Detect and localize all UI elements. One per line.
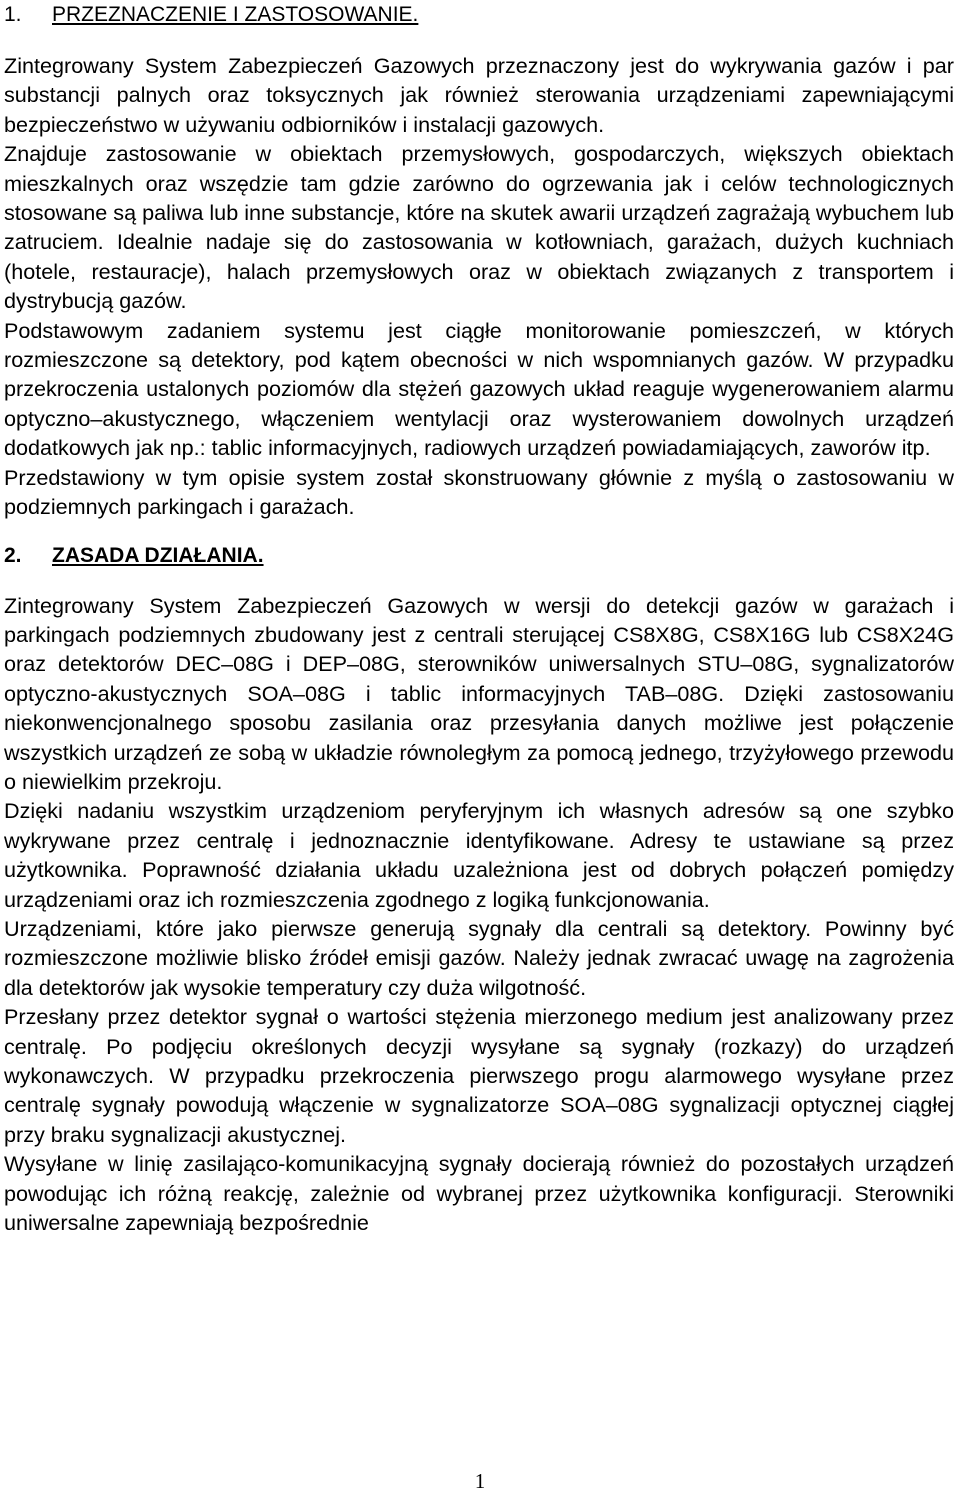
section-1-paragraph: Znajduje zastosowanie w obiektach przemysłowych, gospodarczych, większych obiektach mieszkalnych oraz wszędzie tam gdzie zarówno do ogrzewania jak i celów technologicznych stosowane są paliwa lub inne substancje, które na skutek awarii urządzeń zagrażają wybuchem lub zatruciem. Idealnie nadaje się do zastosowania w kotłowniach, garażach, dużych kuchniach (hotele, restauracje), halach przemysłowych oraz w obiektach związanych z transportem i dystrybucją gazów. (4, 141, 954, 314)
section-1-title: PRZEZNACZENIE I ZASTOSOWANIE. (52, 3, 419, 26)
section-1-paragraph: Zintegrowany System Zabezpieczeń Gazowych przeznaczony jest do wykrywania gazów i par substancji palnych oraz toksycznych jak również sterowania urządzeniami zapewniającymi bezpieczeństwo w używaniu odbiorników i instalacji gazowych. (4, 53, 954, 137)
document-page (4, 0, 954, 1237)
section-1-paragraph: Podstawowym zadaniem systemu jest ciągłe monitorowanie pomieszczeń, w których rozmieszczone są detektory, pod kątem obecności w nich wspomnianych gazów. W przypadku przekroczenia ustalonych poziomów dla stężeń gazowych układ reaguje wygenerowaniem alarmu optyczno–akustycznego, włączeniem wentylacji oraz wysterowaniem dowolnych urządzeń dodatkowych jak np.: tablic informacyjnych, radiowych urządzeń powiadamiających, zaworów itp. (4, 317, 954, 461)
section-2-title: ZASADA DZIAŁANIA. (52, 543, 264, 567)
section-2-paragraph: Zintegrowany System Zabezpieczeń Gazowych w wersji do detekcji gazów w garażach i parkingach podziemnych zbudowany jest z centrali sterującej CS8X8G, CS8X16G lub CS8X24G oraz detektorów DEC–08G i DEP–08G, sterowników uniwersalnych STU–08G, sygnalizatorów optyczno-akustycznych SOA–08G i tablic informacyjnych TAB–08G. Dzięki zastosowaniu niekonwencjonalnego sposobu zasilania oraz przesyłania danych możliwe jest połączenie wszystkich urządzeń ze sobą w układzie równoległym za pomocą jednego, trzyżyłowego przewodu o niewielkim przekroju. (4, 592, 954, 794)
section-1-heading (4, 0, 954, 29)
section-2-heading (4, 541, 954, 570)
section-2-paragraph: Wysyłane w linię zasilająco-komunikacyjną sygnały docierają również do pozostałych urządzeń powodując ich różną reakcję, zależnie od wybranej przez użytkownika konfiguracji. Sterowniki uniwersalne zapewniają bezpośrednie (4, 1151, 954, 1236)
section-1-number: 1. (4, 3, 22, 26)
page-number: 1 (474, 1469, 486, 1493)
section-1-paragraph: Przedstawiony w tym opisie system został skonstruowany głównie z myślą o zastosowaniu w podziemnych parkingach i garażach. (4, 464, 954, 520)
section-2-paragraph: Dzięki nadaniu wszystkim urządzeniom peryferyjnym ich własnych adresów są one szybko wykrywane przez centralę i jednoznacznie identyfikowane. Adresy te ustawiane są przez użytkownika. Poprawność działania układu uzależniona jest od dobrych połączeń pomiędzy urządzeniami oraz ich rozmieszczenia zgodnego z logiką funkcjonowania. (4, 798, 954, 912)
section-2-paragraph: Urządzeniami, które jako pierwsze generują sygnały dla centrali są detektory. Powinny być rozmieszczone możliwie blisko źródeł emisji gazów. Należy jednak zwracać uwagę na zagrożenia dla detektorów jak wysokie temperatury czy duża wilgotność. (4, 915, 954, 1000)
section-2-paragraph: Przesłany przez detektor sygnał o wartości stężenia mierzonego medium jest analizowany przez centralę. Po podjęciu określonych decyzji wysyłane są sygnały (rozkazy) do urządzeń wykonawczych. W przypadku przekroczenia pierwszego progu alarmowego wysyłane przez centralę sygnały powodują włączenie w sygnalizatorze SOA–08G sygnalizacji optycznej ciągłej przy braku sygnalizacji akustycznej. (4, 1004, 954, 1147)
section-2-number: 2. (4, 543, 22, 567)
